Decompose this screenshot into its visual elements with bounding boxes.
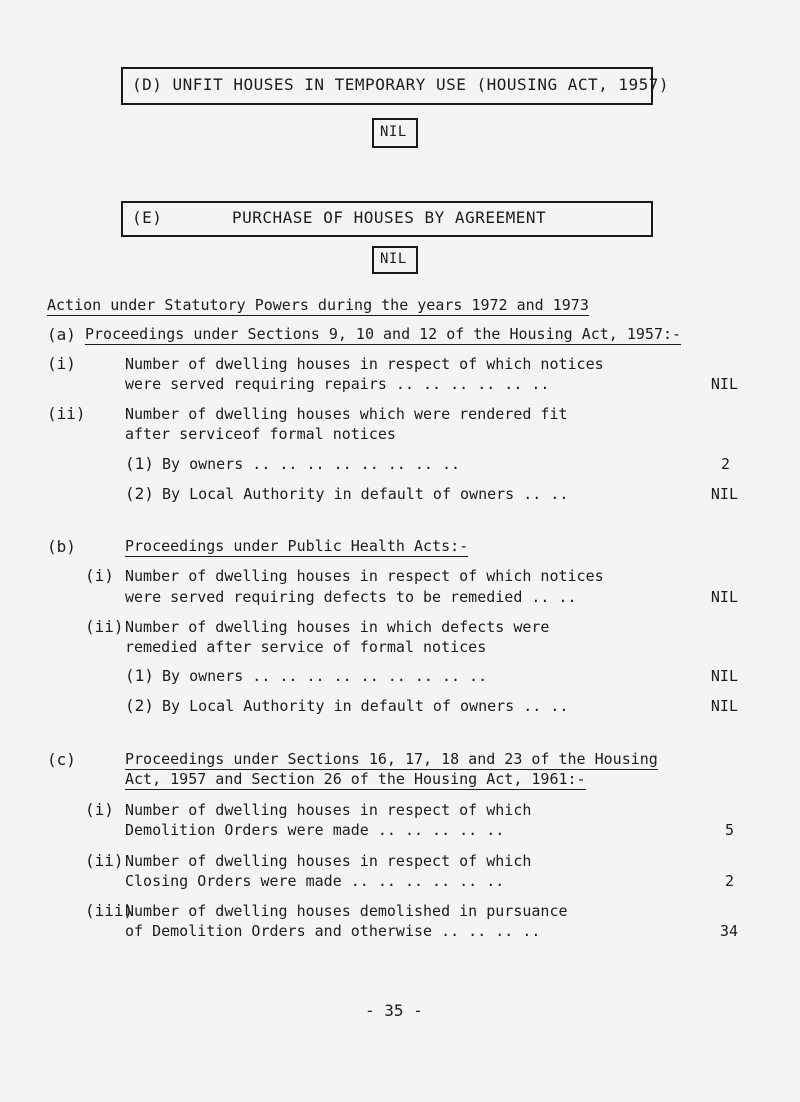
part-a-item-1-value: NIL (710, 375, 738, 393)
part-b-item-2-num: (ii) (85, 617, 124, 636)
part-b-title: Proceedings under Public Health Acts:- (125, 537, 469, 555)
part-c-item-3-num: (iii) (85, 901, 134, 920)
part-c-item-3-value: 34 (719, 922, 738, 940)
part-a-item-1-line1: Number of dwelling houses in respect of which notices (125, 355, 604, 373)
part-a-sub-1-num: (1) (125, 454, 154, 473)
part-b-sub-2-value: NIL (710, 697, 738, 715)
part-b-item-1-num: (i) (85, 566, 114, 585)
part-b-item-1-line1: Number of dwelling houses in respect of which notices (125, 567, 604, 585)
part-a-sub-2-num: (2) (125, 484, 154, 503)
part-b-item-2-line1: Number of dwelling houses in which defects were (125, 618, 550, 636)
part-a-label: (a) (47, 325, 76, 344)
part-b-sub-2-num: (2) (125, 696, 154, 715)
part-a-item-2-line2: after serviceof formal notices (125, 425, 396, 443)
part-a-sub-2-text: By Local Authority in default of owners .. .. (162, 485, 569, 503)
part-c-item-3-line1: Number of dwelling houses demolished in pursuance (125, 902, 568, 920)
part-a-title: Proceedings under Sections 9, 10 and 12 of the Housing Act, 1957:- (85, 325, 682, 343)
part-c-item-1-line2: Demolition Orders were made .. .. .. .. .. (125, 821, 505, 839)
part-b-sub-1-num: (1) (125, 666, 154, 685)
part-a-sub-2-value: NIL (710, 485, 738, 503)
part-a-item-1-line2: were served requiring repairs .. .. .. .. .. .. (125, 375, 550, 393)
part-a-sub-1-value: 2 (720, 455, 730, 473)
part-c-label: (c) (47, 750, 76, 769)
part-b-sub-2-text: By Local Authority in default of owners .. .. (162, 697, 569, 715)
part-c-item-2-num: (ii) (85, 851, 124, 870)
part-b-sub-1-value: NIL (710, 667, 738, 685)
part-a-item-1-num: (i) (47, 354, 76, 373)
part-c-item-1-value: 5 (724, 821, 734, 839)
part-b-item-1-line2: were served requiring defects to be remedied .. .. (125, 588, 577, 606)
part-c-item-2-value: 2 (724, 872, 734, 890)
part-c-item-1-line1: Number of dwelling houses in respect of which (125, 801, 532, 819)
part-c-item-1-num: (i) (85, 800, 114, 819)
section-e-label: (E) (132, 208, 163, 227)
section-d-title: (D) UNFIT HOUSES IN TEMPORARY USE (HOUSING ACT, 1957) (132, 75, 670, 94)
part-a-sub-1-text: By owners .. .. .. .. .. .. .. .. (162, 455, 461, 473)
part-b-label: (b) (47, 537, 76, 556)
part-b-sub-1-text: By owners .. .. .. .. .. .. .. .. .. (162, 667, 488, 685)
part-c-item-2-line1: Number of dwelling houses in respect of which (125, 852, 532, 870)
part-c-title-line2: Act, 1957 and Section 26 of the Housing Act, 1961:- (125, 770, 586, 788)
part-b-item-2-line2: remedied after service of formal notices (125, 638, 487, 656)
part-a-item-2-line1: Number of dwelling houses which were rendered fit (125, 405, 568, 423)
section-e-title: PURCHASE OF HOUSES BY AGREEMENT (232, 208, 547, 227)
part-c-title-line1: Proceedings under Sections 16, 17, 18 and 23 of the Housing (125, 750, 658, 768)
page-heading: Action under Statutory Powers during the years 1972 and 1973 (47, 296, 589, 314)
section-d-result: NIL (380, 124, 407, 140)
part-a-item-2-num: (ii) (47, 404, 86, 423)
part-b-item-1-value: NIL (710, 588, 738, 606)
part-c-item-3-line2: of Demolition Orders and otherwise .. .. .. .. (125, 922, 541, 940)
part-c-item-2-line2: Closing Orders were made .. .. .. .. .. .. (125, 872, 505, 890)
section-e-result: NIL (380, 251, 407, 267)
page-number: - 35 - (365, 1001, 423, 1020)
